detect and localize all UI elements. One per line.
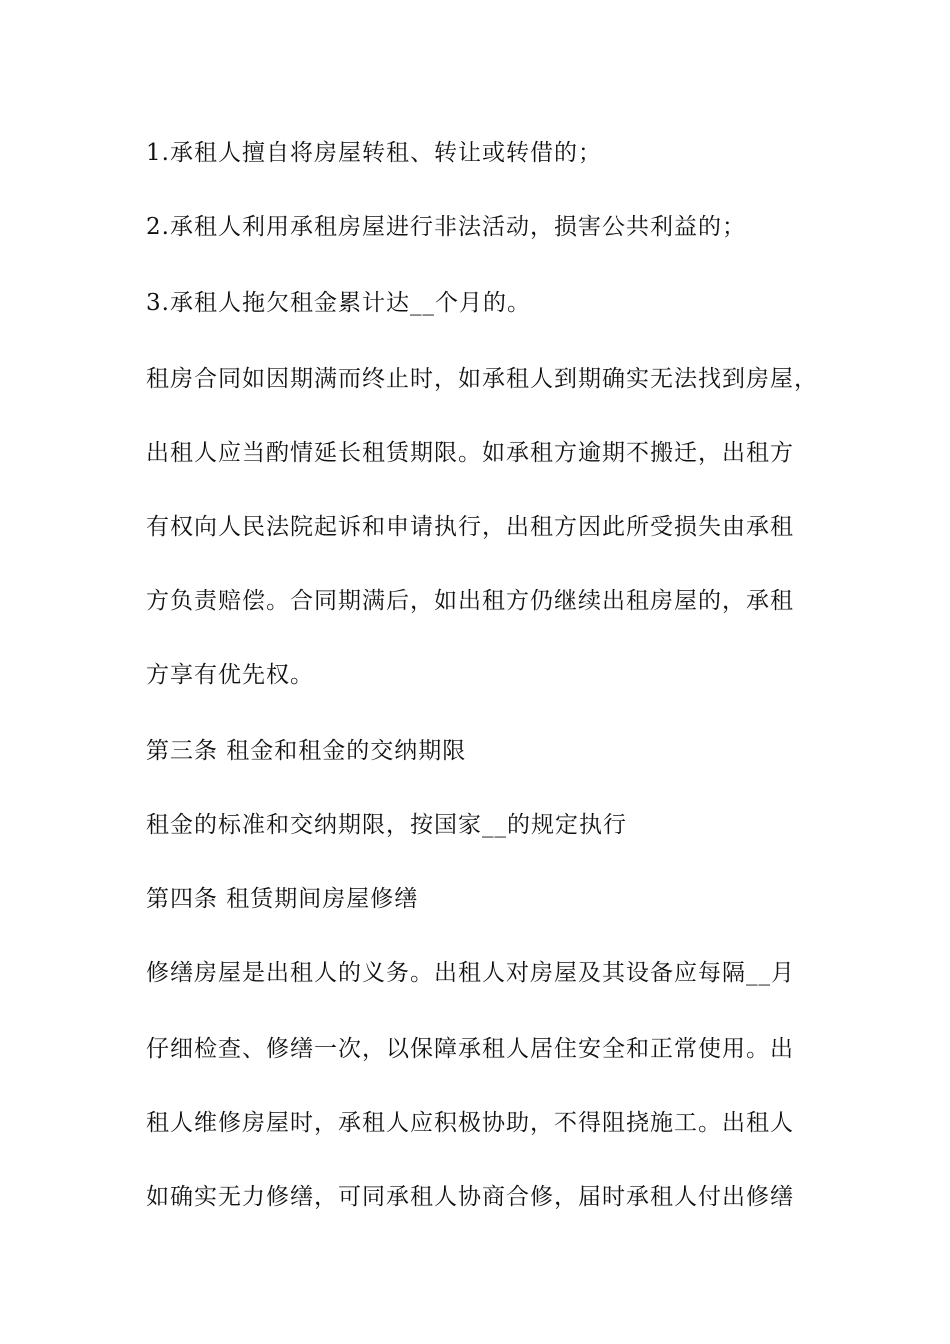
paragraph-line: 租房合同如因期满而终止时，如承租人到期确实无法找到房屋，	[146, 366, 818, 392]
paragraph-line: 租金的标准和交纳期限，按国家__的规定执行	[146, 812, 627, 838]
paragraph-line: 仔细检查、修缮一次，以保障承租人居住安全和正常使用。出	[146, 1036, 794, 1062]
paragraph-line: 方负责赔偿。合同期满后，如出租方仍继续出租房屋的，承租	[146, 588, 794, 614]
paragraph-line: 有权向人民法院起诉和申请执行，出租方因此所受损失由承租	[146, 514, 794, 540]
paragraph-line: 方享有优先权。	[146, 662, 314, 688]
paragraph-line: 如确实无力修缮，可同承租人协商合修，届时承租人付出修缮	[146, 1184, 794, 1210]
section-heading-article-3: 第三条 租金和租金的交纳期限	[146, 738, 467, 764]
clause-item-1: 1.承租人擅自将房屋转租、转让或转借的；	[146, 140, 602, 166]
clause-item-2: 2.承租人利用承租房屋进行非法活动，损害公共利益的；	[146, 214, 746, 240]
paragraph-line: 修缮房屋是出租人的义务。出租人对房屋及其设备应每隔__月	[146, 960, 795, 986]
paragraph-line: 租人维修房屋时，承租人应积极协助，不得阻挠施工。出租人	[146, 1110, 794, 1136]
paragraph-line: 出租人应当酌情延长租赁期限。如承租方逾期不搬迁，出租方	[146, 440, 794, 466]
section-heading-article-4: 第四条 租赁期间房屋修缮	[146, 886, 419, 912]
clause-item-3: 3.承租人拖欠租金累计达__个月的。	[146, 290, 531, 316]
